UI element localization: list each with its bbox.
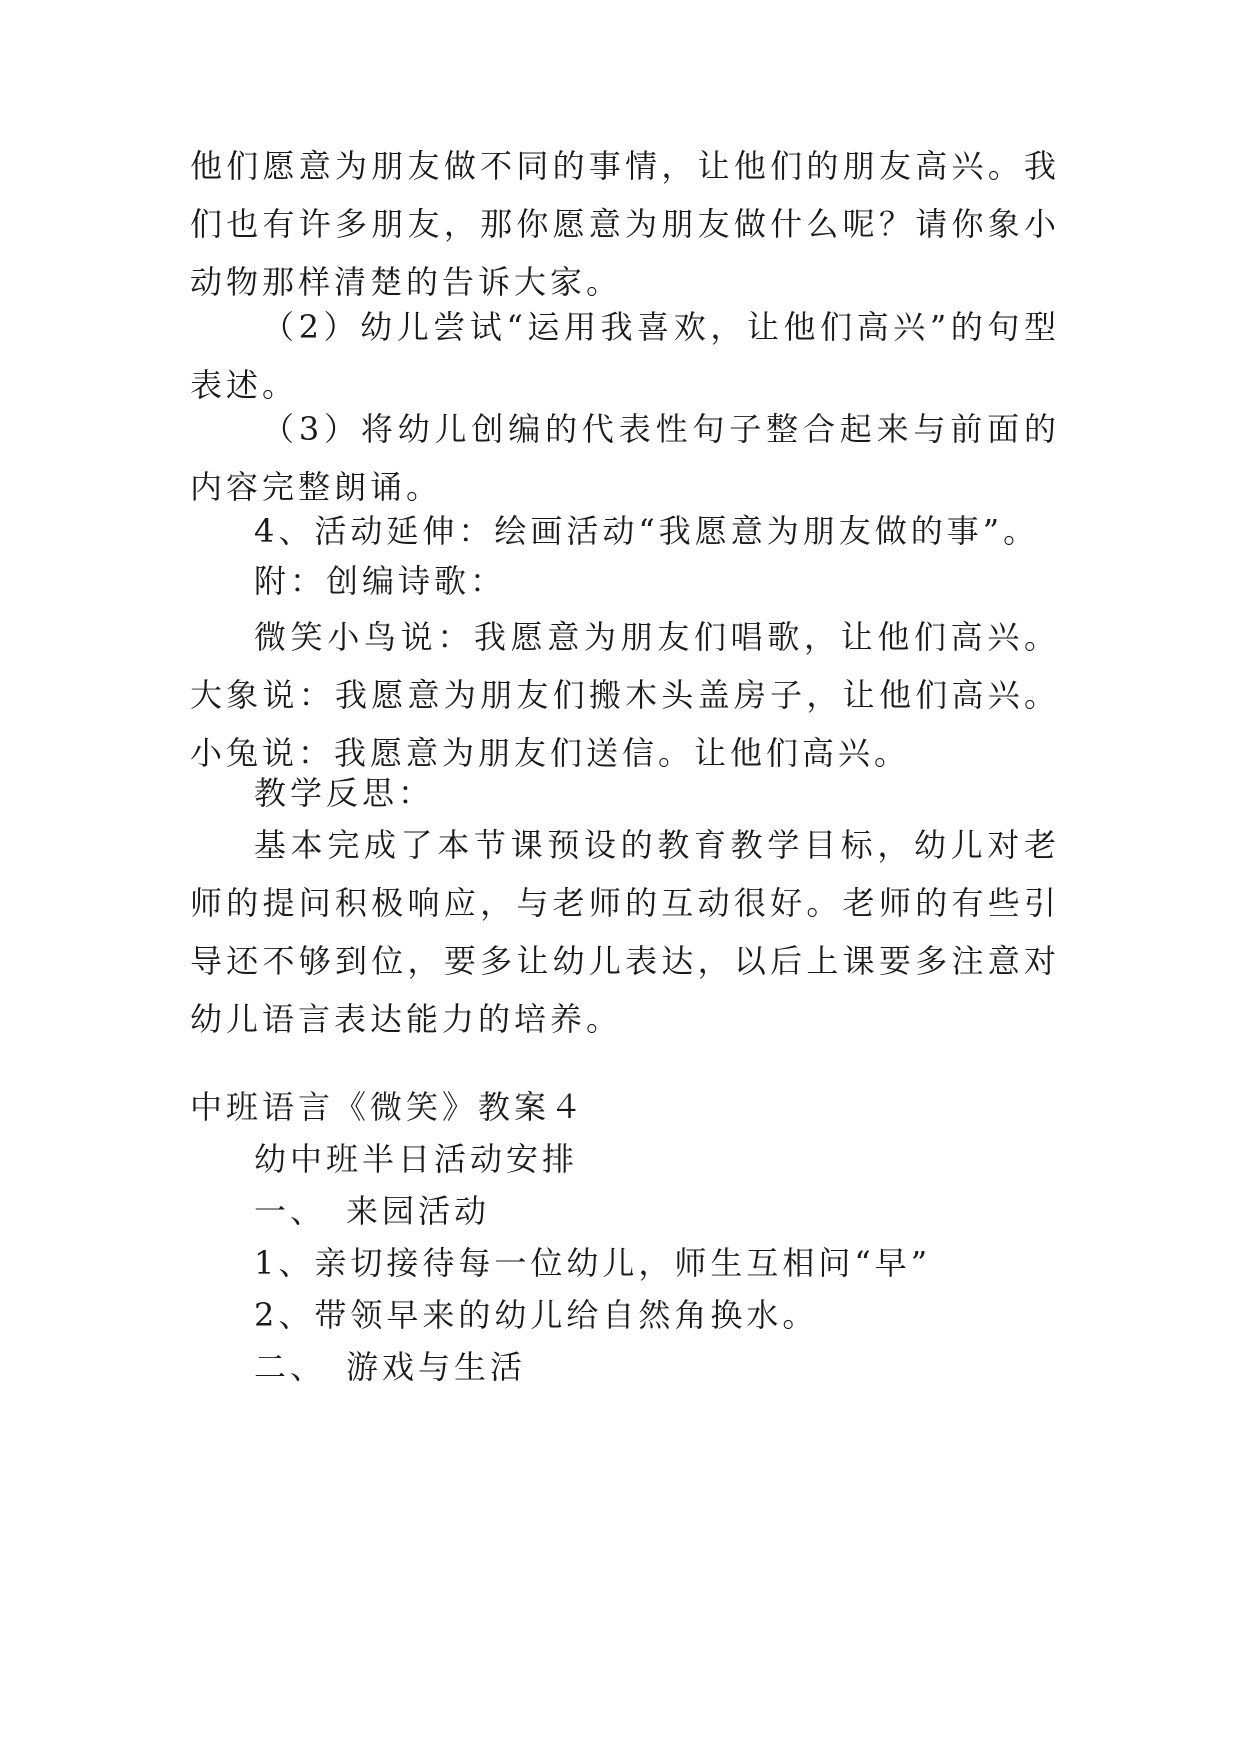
paragraph-activity-extension: 4、活动延伸：绘画活动“我愿意为朋友做的事”。 [254,512,1040,550]
schedule-item-water: 2、带领早来的幼儿给自然角换水。 [254,1296,819,1334]
paragraph-step-2: （2）幼儿尝试“运用我喜欢，让他们高兴”的句型表述。 [190,308,1060,404]
paragraph-intro: 他们愿意为朋友做不同的事情，让他们的朋友高兴。我们也有许多朋友，那你愿意为朋友做什么呢？请你象小动物那样清楚的告诉大家。 [190,147,1060,301]
schedule-item-greeting: 1、亲切接待每一位幼儿，师生互相问“早” [254,1244,932,1282]
paragraph-reflection: 基本完成了本节课预设的教育教学目标，幼儿对老师的提问积极响应，与老师的互动很好。老师的有些引导还不够到位，要多让幼儿表达，以后上课要多注意对幼儿语言表达能力的培养。 [190,826,1060,1038]
paragraph-poem: 微笑小鸟说：我愿意为朋友们唱歌，让他们高兴。大象说：我愿意为朋友们搬木头盖房子，让他们高兴。小兔说：我愿意为朋友们送信。让他们高兴。 [190,618,1060,772]
section-title: 中班语言《微笑》教案４ [190,1088,587,1126]
schedule-item-arrival: 一、 来园活动 [254,1192,491,1230]
schedule-title: 幼中班半日活动安排 [254,1140,579,1178]
paragraph-step-3: （3）将幼儿创编的代表性句子整合起来与前面的内容完整朗诵。 [190,410,1060,506]
paragraph-appendix-label: 附：创编诗歌： [254,562,507,600]
schedule-item-games: 二、 游戏与生活 [254,1348,527,1386]
paragraph-reflection-label: 教学反思： [254,774,435,812]
